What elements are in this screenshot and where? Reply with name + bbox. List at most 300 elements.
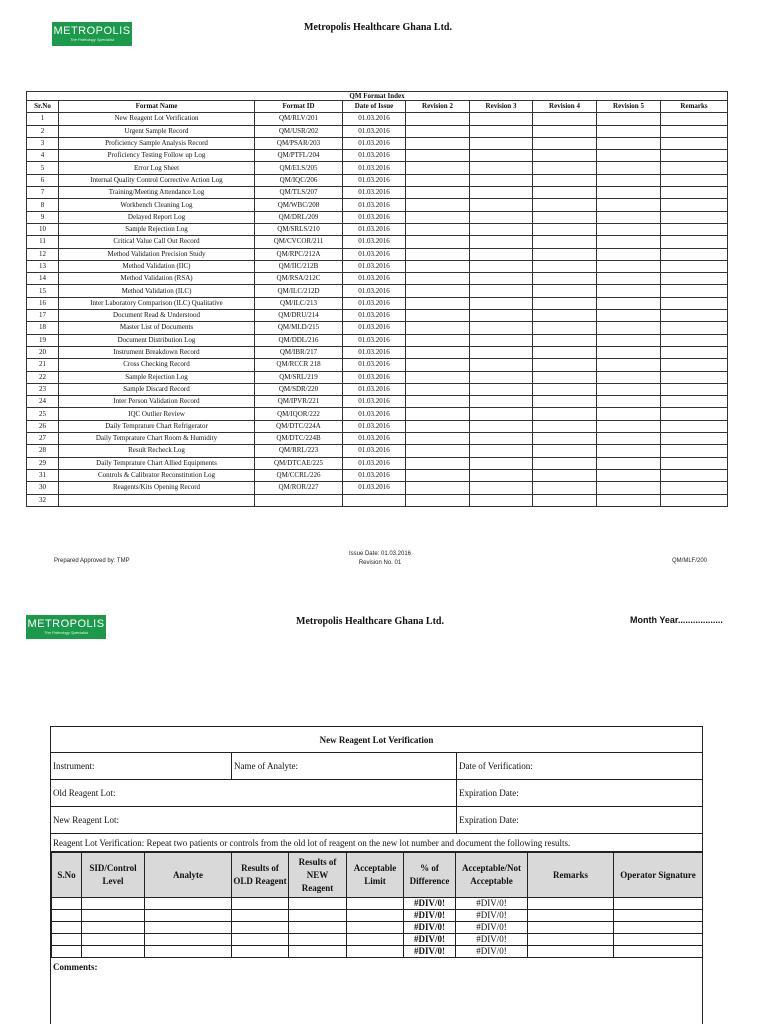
index-cell	[661, 199, 728, 211]
index-cell	[470, 113, 533, 125]
index-cell	[661, 285, 728, 297]
index-cell	[597, 113, 661, 125]
index-cell	[597, 457, 661, 469]
index-cell	[533, 322, 597, 334]
index-header-cell: Revision 2	[406, 101, 470, 113]
index-cell	[470, 346, 533, 358]
index-cell: 15	[27, 285, 59, 297]
index-cell: 01.03.2016	[343, 285, 406, 297]
index-cell: 01.03.2016	[343, 248, 406, 260]
index-cell	[661, 223, 728, 235]
index-cell	[533, 371, 597, 383]
form-title: New Reagent Lot Verification	[51, 727, 702, 753]
index-cell: QM/ELS/205	[255, 162, 343, 174]
index-cell: QM/DRL/209	[255, 211, 343, 223]
index-cell: QM/SDR/220	[255, 383, 343, 395]
instrument-label: Instrument:	[53, 761, 95, 771]
index-row	[27, 310, 728, 322]
index-cell: Proficiency Testing Follow up Log	[59, 150, 255, 162]
index-cell: Reagents/Kits Opening Record	[59, 482, 255, 494]
new-lot-label: New Reagent Lot:	[53, 815, 119, 825]
index-row	[27, 433, 728, 445]
index-cell	[661, 322, 728, 334]
index-cell: Daily Temprature Chart Refrigerator	[59, 420, 255, 432]
index-cell	[406, 137, 470, 149]
index-cell	[597, 162, 661, 174]
index-cell	[597, 482, 661, 494]
index-cell	[661, 334, 728, 346]
index-row	[27, 125, 728, 137]
index-cell: Method Validation (RSA)	[59, 273, 255, 285]
index-cell	[470, 469, 533, 481]
index-row	[27, 223, 728, 235]
results-cell: #DIV/0!	[404, 910, 456, 922]
index-cell	[406, 211, 470, 223]
index-cell	[406, 150, 470, 162]
index-cell	[406, 273, 470, 285]
index-cell: QM/DTC/224B	[255, 433, 343, 445]
results-row	[52, 922, 703, 934]
index-cell	[470, 187, 533, 199]
index-cell: QM/ROR/227	[255, 482, 343, 494]
index-row	[27, 211, 728, 223]
results-cell	[528, 910, 614, 922]
index-cell	[597, 125, 661, 137]
index-cell	[661, 113, 728, 125]
index-cell	[470, 322, 533, 334]
index-cell: Sample Rejection Log	[59, 371, 255, 383]
results-header-cell: SID/Control Level	[82, 853, 145, 898]
index-cell: 11	[27, 236, 59, 248]
results-cell	[614, 910, 703, 922]
index-cell	[470, 125, 533, 137]
index-cell: 01.03.2016	[343, 174, 406, 186]
index-cell: QM/MLD/215	[255, 322, 343, 334]
index-cell: QM/SRL/219	[255, 371, 343, 383]
index-cell: Sample Rejection Log	[59, 223, 255, 235]
index-cell	[406, 236, 470, 248]
index-cell	[661, 396, 728, 408]
index-cell	[406, 199, 470, 211]
index-cell: QM/PTFL/204	[255, 150, 343, 162]
index-header-cell: Revision 4	[533, 101, 597, 113]
index-cell	[533, 297, 597, 309]
index-cell: 01.03.2016	[343, 162, 406, 174]
index-row	[27, 113, 728, 125]
index-cell	[470, 445, 533, 457]
results-cell	[614, 898, 703, 910]
index-cell	[470, 236, 533, 248]
index-cell	[661, 408, 728, 420]
index-cell	[661, 260, 728, 272]
index-cell	[470, 150, 533, 162]
index-cell: 01.03.2016	[343, 260, 406, 272]
results-row	[52, 934, 703, 946]
index-cell	[406, 469, 470, 481]
index-cell: 12	[27, 248, 59, 260]
index-cell: QM/TLS/207	[255, 187, 343, 199]
index-cell: 01.03.2016	[343, 273, 406, 285]
index-cell: QM/DTCAE/225	[255, 457, 343, 469]
index-cell	[597, 359, 661, 371]
index-cell	[661, 346, 728, 358]
index-cell: 18	[27, 322, 59, 334]
index-cell: QM/RCCR 218	[255, 359, 343, 371]
index-cell: Critical Value Call Out Record	[59, 236, 255, 248]
results-table	[51, 852, 703, 958]
results-header-cell: Acceptable Limit	[347, 853, 404, 898]
index-row	[27, 137, 728, 149]
index-cell: 23	[27, 383, 59, 395]
results-cell: #DIV/0!	[456, 934, 528, 946]
results-cell: #DIV/0!	[456, 946, 528, 958]
index-cell	[470, 297, 533, 309]
index-cell	[597, 334, 661, 346]
index-cell	[406, 445, 470, 457]
index-cell: 01.03.2016	[343, 137, 406, 149]
index-cell	[470, 371, 533, 383]
results-cell	[52, 898, 82, 910]
index-cell: 01.03.2016	[343, 211, 406, 223]
index-cell	[597, 371, 661, 383]
index-cell	[470, 211, 533, 223]
index-cell	[470, 408, 533, 420]
index-cell	[470, 137, 533, 149]
index-row	[27, 371, 728, 383]
index-cell	[533, 469, 597, 481]
index-cell	[470, 260, 533, 272]
company-name-page2: Metropolis Healthcare Ghana Ltd.	[296, 616, 444, 627]
index-row	[27, 187, 728, 199]
index-cell	[597, 236, 661, 248]
index-cell	[470, 162, 533, 174]
instrument-row	[51, 753, 702, 780]
results-cell	[145, 898, 232, 910]
results-cell	[232, 898, 289, 910]
index-cell: Training/Meeting Attendance Log	[59, 187, 255, 199]
results-cell	[145, 934, 232, 946]
prepared-by: Prepared Approved by: TMP	[54, 558, 130, 564]
results-cell	[289, 898, 347, 910]
index-cell: 01.03.2016	[343, 396, 406, 408]
index-cell	[661, 162, 728, 174]
index-cell: 01.03.2016	[343, 482, 406, 494]
index-cell	[406, 408, 470, 420]
index-cell: QM/IQC/206	[255, 174, 343, 186]
index-cell	[661, 187, 728, 199]
index-cell	[406, 260, 470, 272]
index-cell: QM/ILC/212D	[255, 285, 343, 297]
index-header-cell: Format ID	[255, 101, 343, 113]
index-row	[27, 408, 728, 420]
index-cell	[597, 248, 661, 260]
index-cell	[406, 223, 470, 235]
index-row	[27, 346, 728, 358]
results-header-cell: Results of NEW Reagent	[289, 853, 347, 898]
results-cell: #DIV/0!	[404, 934, 456, 946]
index-row	[27, 469, 728, 481]
index-cell: 13	[27, 260, 59, 272]
index-cell	[470, 310, 533, 322]
index-cell: 01.03.2016	[343, 236, 406, 248]
index-cell: 01.03.2016	[343, 322, 406, 334]
results-cell	[347, 898, 404, 910]
index-cell	[406, 359, 470, 371]
index-row	[27, 260, 728, 272]
index-cell: Inter Laboratory Comparison (ILC) Qualitative	[59, 297, 255, 309]
results-cell	[528, 898, 614, 910]
results-row	[52, 898, 703, 910]
index-row	[27, 396, 728, 408]
index-cell: 24	[27, 396, 59, 408]
index-cell	[597, 420, 661, 432]
index-cell	[406, 334, 470, 346]
index-cell: 7	[27, 187, 59, 199]
index-cell: Workbench Cleaning Log	[59, 199, 255, 211]
index-cell	[661, 457, 728, 469]
index-cell: 25	[27, 408, 59, 420]
results-cell	[528, 946, 614, 958]
company-name: Metropolis Healthcare Ghana Ltd.	[304, 22, 452, 33]
index-cell: Inter Person Validation Record	[59, 396, 255, 408]
index-cell	[406, 113, 470, 125]
results-header-cell: Acceptable/Not Acceptable	[456, 853, 528, 898]
index-cell: QM/DTC/224A	[255, 420, 343, 432]
index-cell: QM/DRU/214	[255, 310, 343, 322]
index-cell	[533, 396, 597, 408]
results-cell	[614, 922, 703, 934]
index-cell	[661, 248, 728, 260]
index-cell: Daily Temprature Chart Allied Equipments	[59, 457, 255, 469]
index-cell: QM/CCRL/226	[255, 469, 343, 481]
metropolis-logo	[52, 22, 132, 46]
index-cell: 1	[27, 113, 59, 125]
index-cell	[661, 137, 728, 149]
index-cell	[533, 113, 597, 125]
index-header-cell: Sr.No	[27, 101, 59, 113]
index-cell	[661, 211, 728, 223]
index-cell	[597, 310, 661, 322]
index-cell	[343, 494, 406, 506]
index-cell: QM/IQOR/222	[255, 408, 343, 420]
index-cell	[470, 223, 533, 235]
results-cell: #DIV/0!	[404, 946, 456, 958]
index-cell: Method Validation (ILC)	[59, 285, 255, 297]
index-cell: 19	[27, 334, 59, 346]
results-cell	[232, 910, 289, 922]
results-cell	[82, 934, 145, 946]
index-cell: Document Read & Understood	[59, 310, 255, 322]
index-cell	[597, 199, 661, 211]
index-cell	[406, 457, 470, 469]
index-cell	[597, 260, 661, 272]
results-header-row	[52, 853, 703, 898]
index-row	[27, 248, 728, 260]
results-cell	[528, 934, 614, 946]
index-cell: Delayed Report Log	[59, 211, 255, 223]
index-cell: 01.03.2016	[343, 297, 406, 309]
results-header-cell: Results of OLD Reagent	[232, 853, 289, 898]
results-cell	[82, 910, 145, 922]
results-header-cell: Analyte	[145, 853, 232, 898]
index-table-title: QM Format Index	[27, 92, 728, 101]
reagent-verification-form	[50, 726, 703, 1024]
issue-info	[320, 550, 440, 568]
index-header-row	[27, 101, 728, 113]
index-cell	[597, 174, 661, 186]
index-cell	[406, 482, 470, 494]
index-row	[27, 383, 728, 395]
index-cell: 01.03.2016	[343, 223, 406, 235]
index-cell	[533, 162, 597, 174]
index-cell: Instrument Breakdown Record	[59, 346, 255, 358]
index-cell	[661, 433, 728, 445]
index-cell	[597, 408, 661, 420]
index-cell: Method Validation (IIC)	[59, 260, 255, 272]
index-cell	[661, 420, 728, 432]
index-cell	[661, 469, 728, 481]
index-cell	[533, 150, 597, 162]
index-cell	[533, 125, 597, 137]
index-cell: 20	[27, 346, 59, 358]
new-lot-row	[51, 807, 702, 834]
index-cell: 01.03.2016	[343, 187, 406, 199]
index-cell	[533, 199, 597, 211]
index-cell	[533, 383, 597, 395]
index-cell: 3	[27, 137, 59, 149]
index-cell	[661, 482, 728, 494]
index-cell: QM/IBR/217	[255, 346, 343, 358]
index-cell: QM/SRLS/210	[255, 223, 343, 235]
index-cell	[533, 359, 597, 371]
index-cell	[406, 371, 470, 383]
comments-label: Comments:	[53, 962, 98, 972]
results-cell	[347, 910, 404, 922]
results-cell	[528, 922, 614, 934]
index-cell	[406, 162, 470, 174]
results-header-cell: S.No	[52, 853, 82, 898]
issue-date: Issue Date: 01.03.2016	[348, 551, 412, 557]
index-cell: 01.03.2016	[343, 420, 406, 432]
index-cell: Proficiency Sample Analysis Record	[59, 137, 255, 149]
index-header-cell: Format Name	[59, 101, 255, 113]
index-cell: 2	[27, 125, 59, 137]
index-cell: 17	[27, 310, 59, 322]
results-cell	[289, 910, 347, 922]
results-header-cell: % of Difference	[404, 853, 456, 898]
index-cell: Urgent Sample Record	[59, 125, 255, 137]
index-header-cell: Revision 3	[470, 101, 533, 113]
index-cell	[597, 137, 661, 149]
index-cell	[533, 187, 597, 199]
index-cell: Master List of Documents	[59, 322, 255, 334]
index-cell	[661, 150, 728, 162]
index-cell: 5	[27, 162, 59, 174]
index-cell	[406, 297, 470, 309]
index-cell	[470, 174, 533, 186]
index-cell	[533, 285, 597, 297]
metropolis-logo-page2	[26, 615, 106, 639]
results-header-cell: Operator Signature	[614, 853, 703, 898]
index-cell	[533, 457, 597, 469]
index-header-cell: Remarks	[661, 101, 728, 113]
index-cell	[406, 346, 470, 358]
index-cell	[406, 285, 470, 297]
results-cell	[82, 946, 145, 958]
old-lot-label: Old Reagent Lot:	[53, 788, 116, 798]
index-cell: 01.03.2016	[343, 359, 406, 371]
index-cell	[597, 433, 661, 445]
index-cell	[470, 433, 533, 445]
results-cell	[145, 946, 232, 958]
index-cell	[533, 273, 597, 285]
index-row	[27, 199, 728, 211]
index-cell: Result Recheck Log	[59, 445, 255, 457]
index-cell: 01.03.2016	[343, 408, 406, 420]
index-cell	[533, 445, 597, 457]
index-cell	[597, 396, 661, 408]
index-cell: Cross Checking Record	[59, 359, 255, 371]
results-cell	[145, 922, 232, 934]
index-cell	[470, 285, 533, 297]
results-cell	[232, 922, 289, 934]
index-cell	[533, 211, 597, 223]
index-cell	[533, 420, 597, 432]
results-row	[52, 910, 703, 922]
results-cell: #DIV/0!	[456, 910, 528, 922]
index-row	[27, 420, 728, 432]
index-cell	[406, 396, 470, 408]
results-cell	[52, 946, 82, 958]
date-verification-label: Date of Verification:	[456, 753, 702, 779]
index-cell	[597, 211, 661, 223]
index-cell	[661, 494, 728, 506]
index-cell	[406, 125, 470, 137]
index-cell	[597, 297, 661, 309]
index-cell: 14	[27, 273, 59, 285]
index-cell	[661, 236, 728, 248]
index-row	[27, 285, 728, 297]
index-cell	[661, 445, 728, 457]
index-row	[27, 359, 728, 371]
index-cell	[406, 187, 470, 199]
index-cell: QM/RSA/212C	[255, 273, 343, 285]
index-cell: 22	[27, 371, 59, 383]
month-year-field: Month Year..................	[630, 615, 723, 625]
results-cell	[82, 898, 145, 910]
index-cell: 28	[27, 445, 59, 457]
index-cell	[661, 383, 728, 395]
index-cell: QM/CVCOR/211	[255, 236, 343, 248]
results-cell: #DIV/0!	[456, 922, 528, 934]
index-cell	[597, 285, 661, 297]
index-cell	[470, 359, 533, 371]
index-cell: 30	[27, 482, 59, 494]
logo-brand: METROPOLIS	[27, 618, 105, 630]
index-cell	[597, 469, 661, 481]
logo-tagline: The Pathology Specialist	[43, 630, 89, 635]
index-cell	[661, 273, 728, 285]
index-cell	[470, 482, 533, 494]
index-cell	[661, 359, 728, 371]
index-cell	[533, 223, 597, 235]
index-cell: 01.03.2016	[343, 371, 406, 383]
index-cell	[59, 494, 255, 506]
index-row	[27, 445, 728, 457]
index-cell	[597, 494, 661, 506]
results-row	[52, 946, 703, 958]
index-cell	[533, 408, 597, 420]
